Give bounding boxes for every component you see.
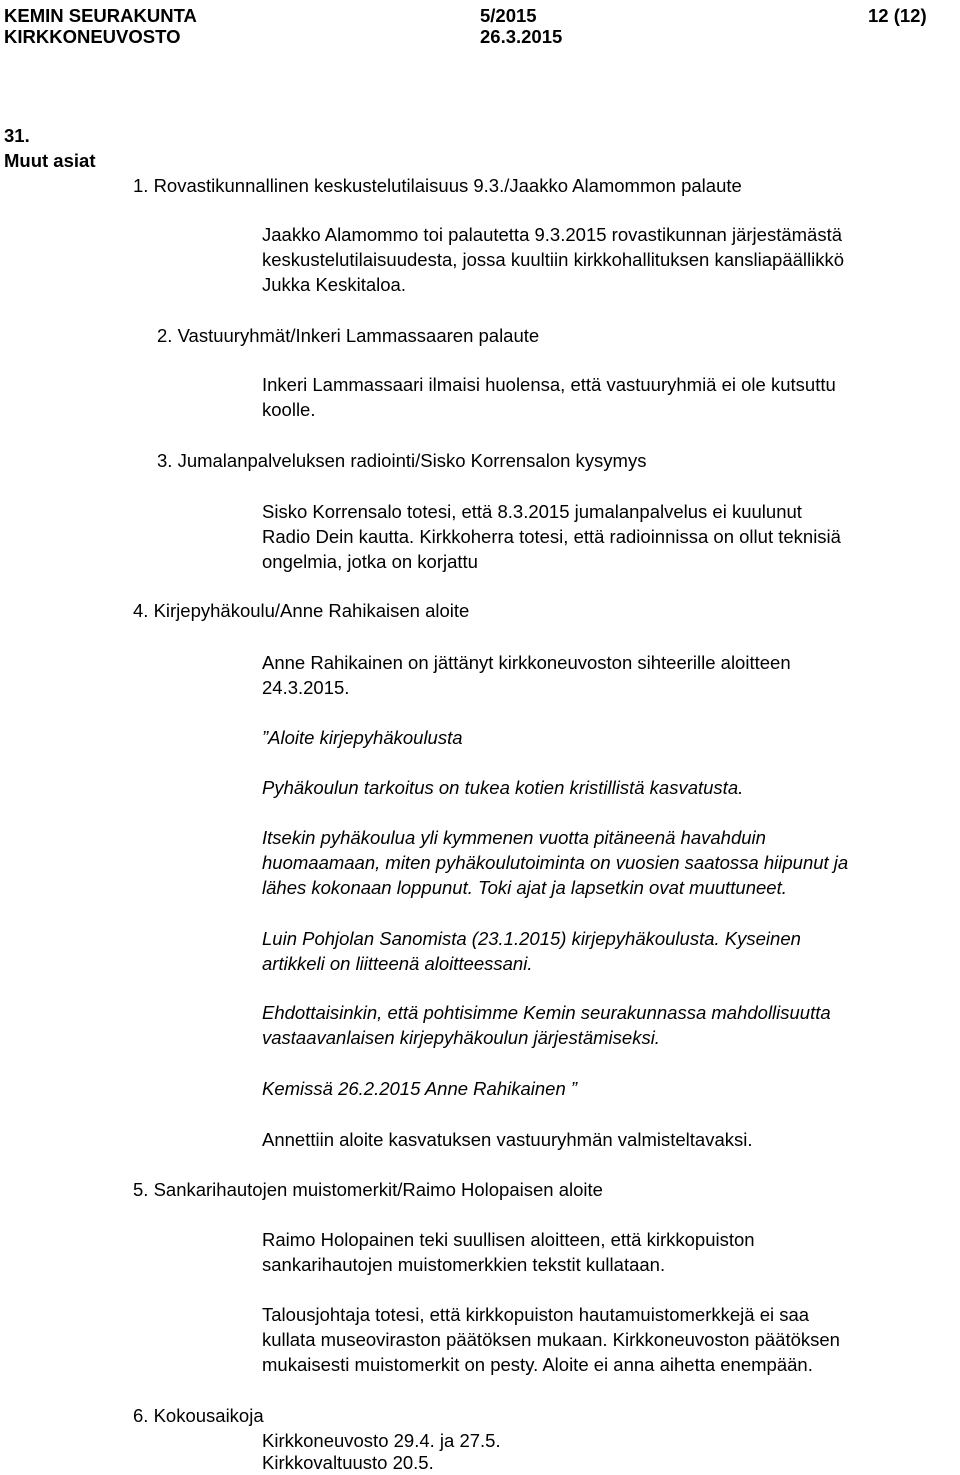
header-org: KEMIN SEURAKUNTA: [4, 5, 197, 26]
item-3-heading: 3. Jumalanpalveluksen radiointi/Sisko Korrensalon kysymys: [157, 450, 647, 471]
header-date: 26.3.2015: [480, 26, 563, 47]
item-2-text-line: Inkeri Lammassaari ilmaisi huolensa, että vastuuryhmiä ei ole kutsuttu: [262, 374, 836, 395]
item-5-text-line: Talousjohtaja totesi, että kirkkopuiston hautamuistomerkkejä ei saa: [262, 1304, 810, 1325]
quote-line: Itsekin pyhäkoulua yli kymmenen vuotta pitäneenä havahduin: [262, 827, 766, 848]
quote-line: Luin Pohjolan Sanomista (23.1.2015) kirjepyhäkoulusta. Kyseinen: [262, 928, 801, 949]
header-doc-number: 5/2015: [480, 5, 537, 26]
item-1-text-line: Jukka Keskitaloa.: [262, 274, 406, 295]
item-5-text-line: kullata museoviraston päätöksen mukaan. Kirkkoneuvoston päätöksen: [262, 1329, 840, 1350]
item-5-text-line: sankarihautojen muistomerkkien tekstit kullataan.: [262, 1254, 666, 1275]
quote-line: artikkeli on liitteenä aloitteessani.: [262, 953, 533, 974]
item-3-text-line: Sisko Korrensalo totesi, että 8.3.2015 jumalanpalvelus ei kuulunut: [262, 501, 802, 522]
item-4-text-line: Anne Rahikainen on jättänyt kirkkoneuvoston sihteerille aloitteen: [262, 652, 791, 673]
item-5-text-line: Raimo Holopainen teki suullisen aloitteen, että kirkkopuiston: [262, 1229, 755, 1250]
item-1-text-line: Jaakko Alamommo toi palautetta 9.3.2015 rovastikunnan järjestämästä: [262, 224, 842, 245]
quote-line: huomaamaan, miten pyhäkoulutoiminta on vuosien saatossa hiipunut ja: [262, 852, 849, 873]
item-4-heading: 4. Kirjepyhäkoulu/Anne Rahikaisen aloite: [133, 600, 470, 621]
quote-line: Pyhäkoulun tarkoitus on tukea kotien kristillistä kasvatusta.: [262, 777, 744, 798]
item-6-heading: 6. Kokousaikoja: [133, 1405, 264, 1426]
section-title: Muut asiat: [4, 150, 96, 171]
item-6-line: Kirkkovaltuusto 20.5.: [262, 1452, 434, 1473]
item-3-text-line: ongelmia, jotka on korjattu: [262, 551, 478, 572]
item-5-text-line: mukaisesti muistomerkit on pesty. Aloite ei anna aihetta enempään.: [262, 1354, 813, 1375]
quote-line: vastaavanlaisen kirjepyhäkoulun järjestämiseksi.: [262, 1027, 660, 1048]
item-2-text-line: koolle.: [262, 399, 316, 420]
item-1-heading: 1. Rovastikunnallinen keskustelutilaisuus 9.3./Jaakko Alamommon palaute: [133, 175, 742, 196]
quote-signature: Kemissä 26.2.2015 Anne Rahikainen ”: [262, 1078, 578, 1099]
item-4-decision: Annettiin aloite kasvatuksen vastuuryhmän valmisteltavaksi.: [262, 1129, 753, 1150]
quote-title: ”Aloite kirjepyhäkoulusta: [262, 727, 463, 748]
quote-line: Ehdottaisinkin, että pohtisimme Kemin seurakunnassa mahdollisuutta: [262, 1002, 831, 1023]
header-page-number: 12 (12): [868, 5, 927, 26]
item-6-line: Kirkkoneuvosto 29.4. ja 27.5.: [262, 1430, 501, 1451]
item-4-text-line: 24.3.2015.: [262, 677, 350, 698]
item-1-text-line: keskustelutilaisuudesta, jossa kuultiin kirkkohallituksen kansliapäällikkö: [262, 249, 845, 270]
header-body: KIRKKONEUVOSTO: [4, 26, 181, 47]
item-3-text-line: Radio Dein kautta. Kirkkoherra totesi, että radioinnissa on ollut teknisiä: [262, 526, 841, 547]
item-2-heading: 2. Vastuuryhmät/Inkeri Lammassaaren palaute: [157, 325, 540, 346]
quote-line: lähes kokonaan loppunut. Toki ajat ja lapsetkin ovat muuttuneet.: [262, 877, 787, 898]
section-number: 31.: [4, 125, 30, 146]
item-5-heading: 5. Sankarihautojen muistomerkit/Raimo Holopaisen aloite: [133, 1179, 603, 1200]
